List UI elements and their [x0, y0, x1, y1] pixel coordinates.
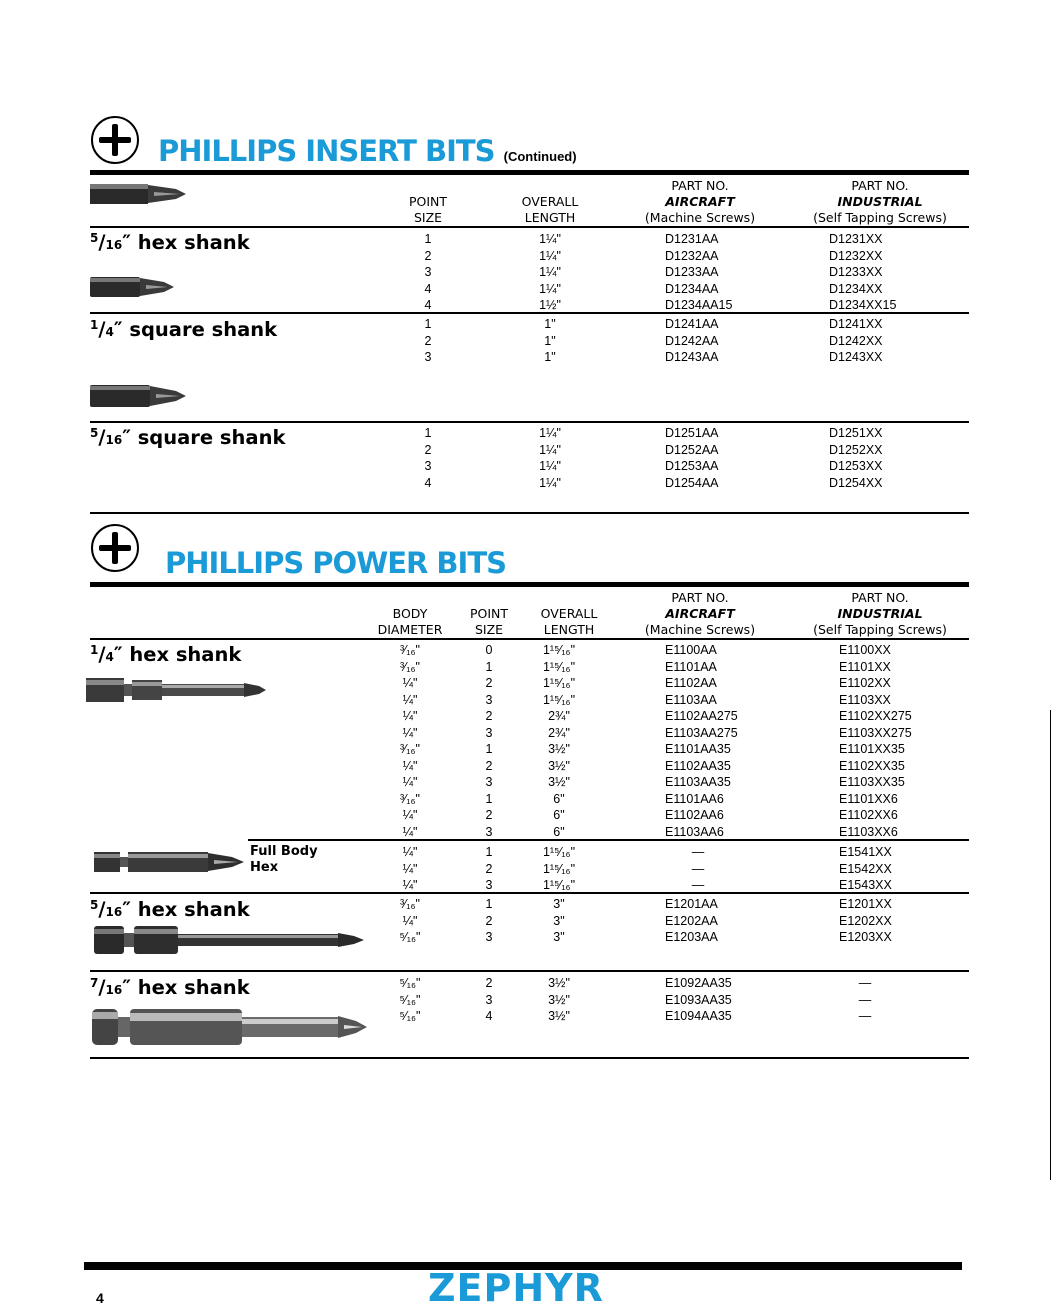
table-cell: 1¹⁵⁄₁₆" — [542, 878, 576, 892]
phillips-head-icon — [91, 524, 139, 572]
table-cell: 3½" — [548, 1009, 570, 1023]
table-cell: 1" — [544, 317, 556, 331]
table-cell: 2 — [424, 333, 432, 348]
label-rest: ″ square shank — [113, 318, 278, 341]
table-cell: 6" — [553, 824, 565, 839]
header-point-size — [459, 606, 519, 638]
insert-bit-image — [88, 381, 188, 411]
table-cell: ¼" — [402, 878, 418, 892]
table-cell: E1101AA35 — [665, 742, 731, 756]
group-label-1-4-hex: $^1$/4″ hex shank — [90, 643, 242, 666]
table-cell: E1543XX — [839, 878, 892, 892]
table-cell: 3 — [424, 350, 432, 364]
table-cell: 1¼" — [539, 475, 561, 490]
label-den: 16 — [105, 905, 123, 919]
header-line: OVERALL — [540, 606, 598, 621]
table-cell: D1234AA — [665, 281, 719, 296]
table-cell: 1¼" — [539, 248, 561, 263]
table-cell: E1102AA275 — [665, 709, 738, 723]
label-rest: ″ hex shank — [122, 976, 250, 999]
table-cell: 1¹⁵⁄₁₆" — [542, 845, 576, 859]
page-number: 4 — [96, 1290, 104, 1306]
table-cell: E1101AA6 — [665, 791, 724, 806]
header-overall-length — [529, 606, 609, 638]
group-label-5-16-hex: $^5$/16″ hex shank — [90, 898, 250, 921]
group-label-5-16-hex: $^5$/16″ hex shank — [90, 231, 250, 254]
table-cell: E1102XX275 — [839, 709, 912, 723]
header-line: BODY — [392, 606, 428, 621]
header-point-size — [398, 194, 458, 226]
table-cell: ³⁄₁₆" — [400, 659, 420, 674]
sublabel-line: Hex — [250, 860, 279, 875]
table-cell: E1092AA35 — [665, 976, 732, 990]
label-rest: ″ hex shank — [122, 898, 250, 921]
table-cell: E1103AA6 — [665, 824, 724, 839]
table-cell: ¼" — [402, 861, 418, 876]
header-line: LENGTH — [543, 622, 595, 637]
header-line: PART NO. — [671, 178, 729, 193]
table-cell: D1254XX — [829, 475, 883, 490]
table-cell: E1102AA — [665, 676, 717, 690]
header-line: (Machine Screws) — [644, 622, 756, 637]
header-line: AIRCRAFT — [665, 194, 735, 209]
table-cell: 3 — [485, 930, 493, 944]
header-line: INDUSTRIAL — [837, 606, 923, 621]
table-cell: E1541XX — [839, 845, 892, 859]
table-cell: D1241AA — [665, 317, 719, 331]
table-cell: E1094AA35 — [665, 1009, 732, 1023]
table-cell: D1253XX — [829, 459, 883, 473]
phillips-head-icon — [91, 116, 139, 164]
group-rule — [90, 970, 969, 972]
table-cell: ¼" — [402, 692, 418, 707]
table-cell: ³⁄₁₆" — [400, 897, 420, 911]
header-rule — [90, 226, 969, 228]
table-cell: 3½" — [548, 976, 570, 990]
table-cell: ⁵⁄₁₆" — [399, 992, 421, 1007]
table-cell: E1100AA — [665, 643, 717, 657]
label-den: 4 — [105, 325, 114, 339]
table-cell: — — [858, 976, 872, 990]
table-cell: D1253AA — [665, 459, 719, 473]
table-cell: ⁵⁄₁₆" — [399, 1009, 421, 1023]
group-label-5-16-square: $^5$/16″ square shank — [90, 426, 286, 449]
section-end-rule — [90, 1057, 969, 1059]
group-label-7-16-hex: $^7$/16″ hex shank — [90, 976, 250, 999]
power-bit-image — [92, 922, 367, 958]
table-cell: 1 — [424, 232, 432, 246]
table-cell: E1203AA — [665, 930, 718, 944]
table-cell: 3 — [424, 265, 432, 279]
table-cell: 2¾" — [548, 709, 570, 723]
table-cell: 1¼" — [539, 281, 561, 296]
table-cell: E1101XX — [839, 659, 891, 674]
table-cell: ¼" — [402, 725, 418, 740]
header-line: (Machine Screws) — [644, 210, 756, 225]
insert-bits-title — [158, 134, 577, 168]
table-cell: E1103AA275 — [665, 725, 738, 740]
table-cell: 1 — [485, 845, 493, 859]
power-bit-image — [84, 674, 269, 706]
table-cell: E1101XX35 — [839, 742, 905, 756]
table-cell: E1102XX6 — [839, 808, 898, 822]
table-cell: D1233AA — [665, 265, 719, 279]
table-cell: D1241XX — [829, 317, 883, 331]
table-cell: 3 — [485, 878, 493, 892]
table-cell: ³⁄₁₆" — [400, 643, 420, 657]
table-cell: 2¾" — [548, 725, 570, 740]
label-num: 5 — [90, 426, 99, 440]
table-cell: 1¼" — [539, 232, 561, 246]
label-den: 4 — [105, 650, 114, 664]
label-rest: ″ square shank — [122, 426, 286, 449]
table-cell: 1¹⁵⁄₁₆" — [542, 643, 576, 657]
label-num: 5 — [90, 231, 99, 245]
table-cell: 2 — [485, 676, 493, 690]
title-rule-insert — [90, 170, 969, 175]
table-cell: ¼" — [402, 709, 418, 723]
table-cell: 1" — [544, 350, 556, 364]
power-bit-image — [92, 848, 247, 876]
table-cell: D1251AA — [665, 426, 719, 440]
header-line: (Self Tapping Screws) — [813, 622, 947, 637]
table-cell: 3" — [553, 913, 565, 928]
table-cell: E1101XX6 — [839, 791, 898, 806]
table-cell: 2 — [485, 808, 493, 822]
header-body-diameter — [370, 606, 450, 638]
continued-note: (Continued) — [503, 149, 577, 164]
header-line: PART NO. — [671, 590, 729, 605]
table-cell: ¼" — [402, 758, 418, 773]
table-cell: — — [691, 845, 705, 859]
table-cell: E1102XX35 — [839, 758, 905, 773]
table-cell: 4 — [424, 298, 432, 312]
table-cell: ³⁄₁₆" — [400, 791, 420, 806]
table-cell: E1202AA — [665, 913, 718, 928]
table-cell: 4 — [424, 281, 432, 296]
table-cell: ³⁄₁₆" — [400, 742, 420, 756]
table-cell: D1242XX — [829, 333, 883, 348]
table-cell: 3 — [485, 775, 493, 789]
header-aircraft — [635, 178, 765, 226]
table-cell: E1102AA6 — [665, 808, 724, 822]
table-cell: 1 — [485, 897, 493, 911]
table-cell: D1234XX — [829, 281, 883, 296]
table-cell: 3½" — [548, 742, 570, 756]
table-cell: 1¼" — [539, 459, 561, 473]
table-cell: E1103XX — [839, 692, 891, 707]
insert-bits-title-text: PHILLIPS INSERT BITS — [158, 134, 495, 168]
table-cell: E1101AA — [665, 659, 717, 674]
power-bits-title — [165, 546, 506, 580]
sublabel-line: Full Body — [250, 844, 318, 859]
table-cell: 2 — [485, 976, 493, 990]
zephyr-logo: ZEPHYR — [428, 1266, 604, 1310]
label-rest: ″ hex shank — [113, 643, 242, 666]
table-cell: ¼" — [402, 845, 418, 859]
table-cell: 6" — [553, 808, 565, 822]
header-rule — [90, 638, 969, 640]
table-cell: E1201XX — [839, 897, 892, 911]
full-body-hex-label — [250, 844, 318, 876]
label-num: 1 — [90, 643, 99, 657]
header-line: INDUSTRIAL — [837, 194, 923, 209]
right-edge-line — [1050, 710, 1051, 1180]
label-num: 5 — [90, 898, 99, 912]
group-rule — [90, 421, 969, 423]
table-cell: E1103AA35 — [665, 775, 731, 789]
table-cell: 2 — [424, 442, 432, 457]
table-cell: 3 — [485, 725, 493, 740]
table-cell: E1103XX35 — [839, 775, 905, 789]
table-cell: — — [858, 992, 872, 1007]
header-line: POINT — [469, 606, 509, 621]
insert-bit-image — [88, 180, 188, 208]
header-line: SIZE — [474, 622, 504, 637]
table-cell: ¼" — [402, 913, 418, 928]
label-den: 16 — [105, 238, 123, 252]
table-cell: ⁵⁄₁₆" — [399, 976, 421, 990]
table-cell: 3½" — [548, 758, 570, 773]
table-cell: — — [691, 878, 705, 892]
header-line: PART NO. — [851, 178, 909, 193]
section-end-rule — [90, 512, 969, 514]
table-cell: 1¹⁵⁄₁₆" — [542, 692, 576, 707]
table-cell: D1252XX — [829, 442, 883, 457]
table-cell: ¼" — [402, 808, 418, 822]
group-label-1-4-square: $^1$/4″ square shank — [90, 318, 278, 341]
table-cell: 1¼" — [539, 442, 561, 457]
table-cell: D1243AA — [665, 350, 719, 364]
label-num: 1 — [90, 318, 99, 332]
header-line: (Self Tapping Screws) — [813, 210, 947, 225]
table-cell: 1" — [544, 333, 556, 348]
table-cell: 3 — [424, 459, 432, 473]
insert-bit-image — [88, 273, 178, 301]
table-cell: 2 — [485, 861, 493, 876]
table-cell: ¼" — [402, 775, 418, 789]
table-cell: E1103XX6 — [839, 824, 898, 839]
table-cell: E1103AA — [665, 692, 717, 707]
header-line: LENGTH — [524, 210, 576, 225]
table-cell: 1 — [485, 659, 493, 674]
table-cell: D1251XX — [829, 426, 883, 440]
table-cell: D1234AA15 — [665, 298, 733, 312]
table-cell: 3½" — [548, 992, 570, 1007]
table-cell: E1102XX — [839, 676, 891, 690]
header-line: OVERALL — [521, 194, 579, 209]
label-den: 16 — [105, 983, 123, 997]
table-cell: D1254AA — [665, 475, 719, 490]
label-den: 16 — [105, 433, 123, 447]
table-cell: 1½" — [539, 298, 561, 312]
table-cell: E1102AA35 — [665, 758, 731, 773]
table-cell: 3 — [485, 824, 493, 839]
table-cell: E1103XX275 — [839, 725, 912, 740]
table-cell: 3" — [553, 897, 565, 911]
table-cell: 3½" — [548, 775, 570, 789]
table-cell: — — [691, 861, 705, 876]
table-cell: D1232XX — [829, 248, 883, 263]
table-cell: D1232AA — [665, 248, 719, 263]
title-rule-power — [90, 582, 969, 587]
table-cell: 2 — [485, 758, 493, 773]
header-industrial — [805, 590, 955, 638]
table-cell: D1233XX — [829, 265, 883, 279]
table-cell: E1203XX — [839, 930, 892, 944]
table-cell: 6" — [553, 791, 565, 806]
table-cell: 1¹⁵⁄₁₆" — [542, 659, 576, 674]
header-overall-length — [510, 194, 590, 226]
table-cell: ⁵⁄₁₆" — [399, 930, 421, 944]
table-cell: 4 — [485, 1009, 493, 1023]
table-cell: E1202XX — [839, 913, 892, 928]
table-cell: 0 — [485, 643, 493, 657]
label-rest: ″ hex shank — [122, 231, 250, 254]
table-cell: 3 — [485, 992, 493, 1007]
table-cell: 4 — [424, 475, 432, 490]
header-line: AIRCRAFT — [665, 606, 735, 621]
table-cell: 1¼" — [539, 265, 561, 279]
table-cell: 2 — [485, 913, 493, 928]
power-bits-title-text: PHILLIPS POWER BITS — [165, 546, 506, 580]
header-line: POINT — [408, 194, 448, 209]
header-line: PART NO. — [851, 590, 909, 605]
table-cell: D1231AA — [665, 232, 719, 246]
header-line: DIAMETER — [377, 622, 443, 637]
table-cell: D1242AA — [665, 333, 719, 348]
table-cell: E1100XX — [839, 643, 891, 657]
table-cell: D1231XX — [829, 232, 883, 246]
table-cell: 1 — [424, 426, 432, 440]
table-cell: 2 — [424, 248, 432, 263]
table-cell: E1201AA — [665, 897, 718, 911]
table-cell: 1 — [485, 742, 493, 756]
table-cell: 2 — [485, 709, 493, 723]
label-num: 7 — [90, 976, 99, 990]
header-industrial — [805, 178, 955, 226]
table-cell: 3" — [553, 930, 565, 944]
table-cell: D1252AA — [665, 442, 719, 457]
table-cell: — — [858, 1009, 872, 1023]
table-cell: 1¼" — [539, 426, 561, 440]
table-cell: ¼" — [402, 676, 418, 690]
power-bit-image — [90, 1003, 370, 1051]
table-cell: 1 — [424, 317, 432, 331]
table-cell: 3 — [485, 692, 493, 707]
table-cell: 1¹⁵⁄₁₆" — [542, 861, 576, 876]
table-cell: E1542XX — [839, 861, 892, 876]
table-cell: 1¹⁵⁄₁₆" — [542, 676, 576, 690]
table-cell: D1243XX — [829, 350, 883, 364]
header-aircraft — [635, 590, 765, 638]
header-line: SIZE — [413, 210, 443, 225]
table-cell: 1 — [485, 791, 493, 806]
table-cell: ¼" — [402, 824, 418, 839]
table-cell: E1093AA35 — [665, 992, 732, 1007]
table-cell: D1234XX15 — [829, 298, 897, 312]
